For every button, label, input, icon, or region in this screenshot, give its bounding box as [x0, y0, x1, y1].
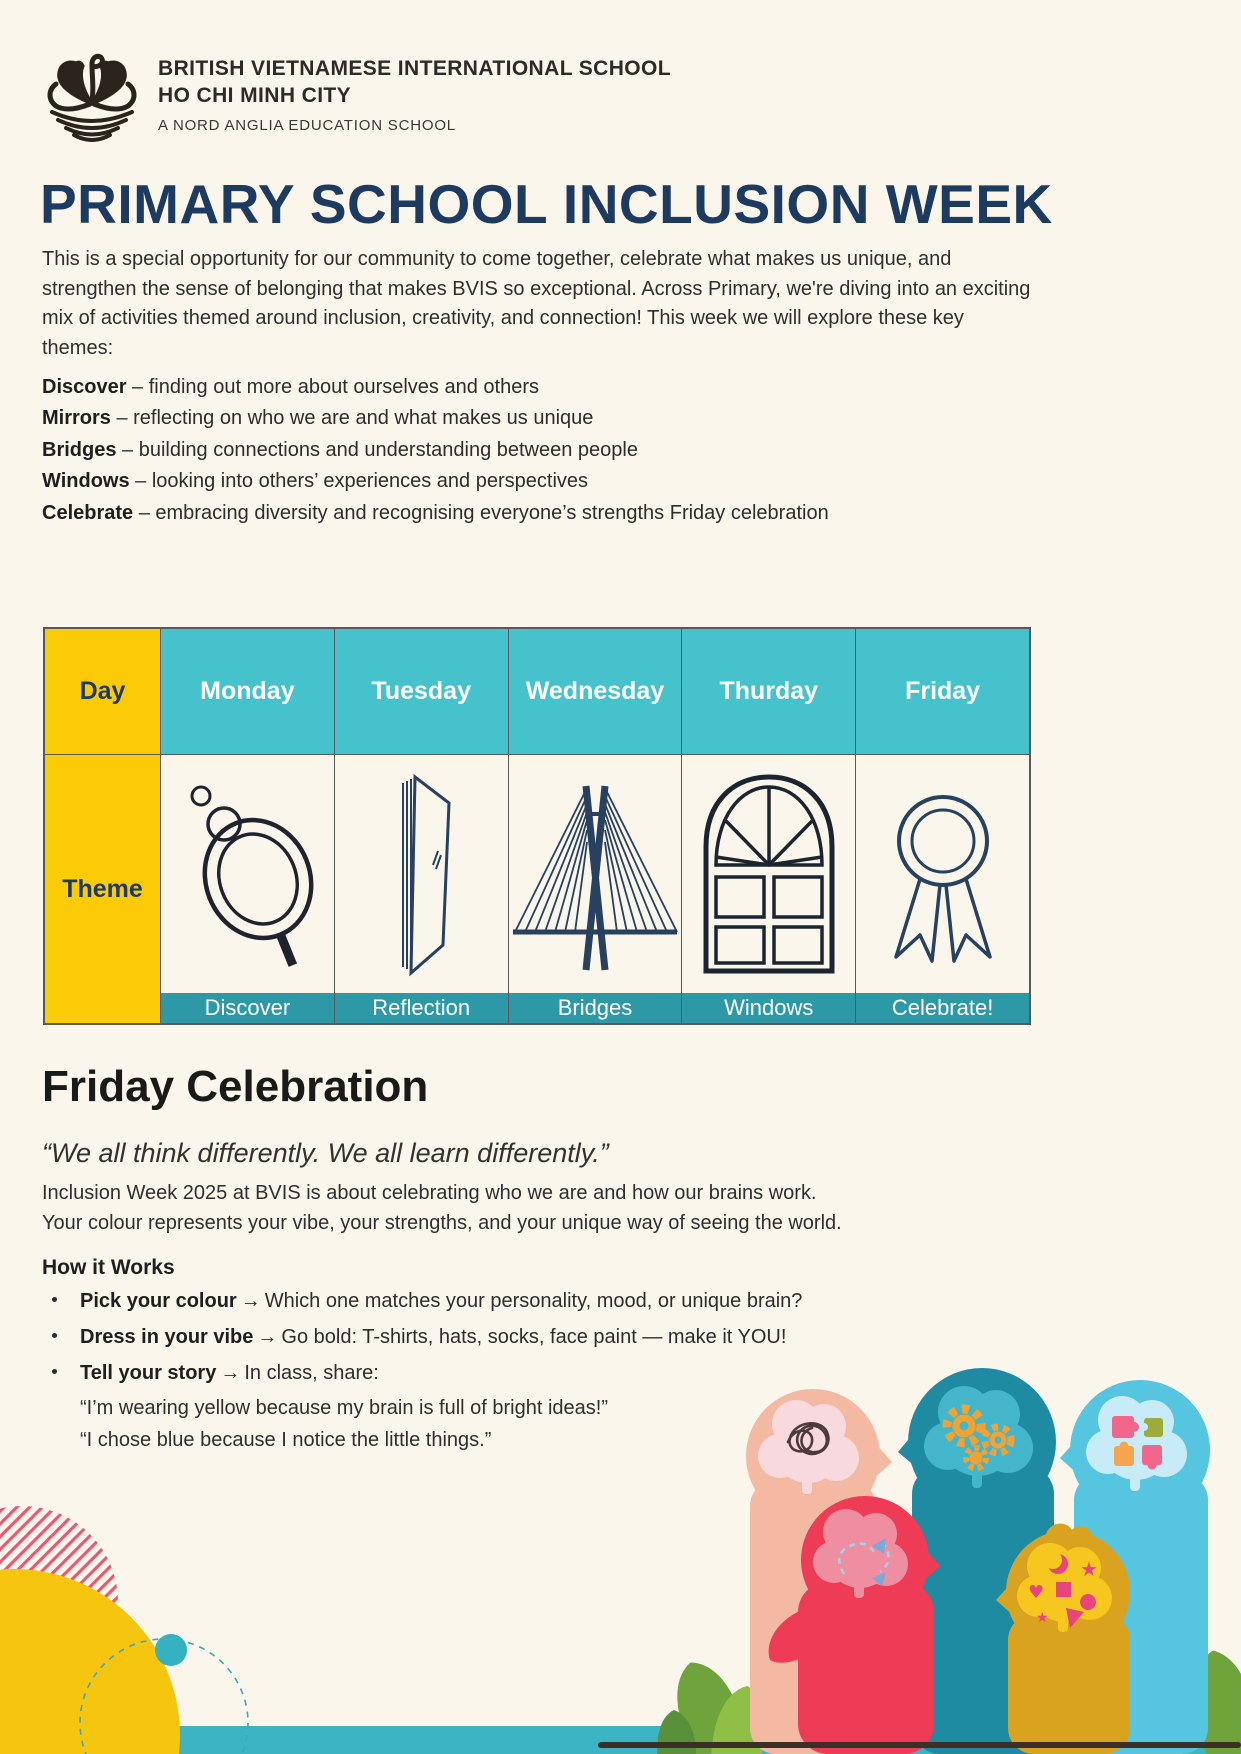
mirror-icon — [335, 755, 508, 993]
theme-name: Bridges — [42, 438, 117, 461]
ground-line — [598, 1742, 1241, 1748]
theme-name: Mirrors — [42, 407, 111, 430]
theme-label-bridges: Bridges — [509, 993, 682, 1023]
bullet-text: Go bold: T-shirts, hats, socks, face paint — make it YOU! — [281, 1326, 787, 1348]
school-header — [42, 50, 671, 142]
school-name-line1: BRITISH VIETNAMESE INTERNATIONAL SCHOOL — [158, 57, 672, 80]
arrow-glyph: → — [257, 1326, 278, 1348]
table-cell-bridges — [509, 755, 682, 1023]
award-rosette-icon — [856, 755, 1029, 993]
table-cell-reflection — [335, 755, 508, 1023]
bullet-text: In class, share: — [244, 1362, 379, 1384]
teal-dot-shape — [155, 1634, 187, 1666]
table-header-tuesday: Tuesday — [335, 629, 508, 754]
school-logo-lotus-icon — [42, 50, 142, 142]
bullet-text: Which one matches your personality, mood, or unique brain? — [264, 1290, 803, 1312]
svg-text:★: ★ — [1036, 1610, 1049, 1626]
theme-line-windows — [42, 468, 1002, 494]
theme-name: Discover — [42, 376, 127, 398]
table-cell-discover — [161, 755, 334, 1023]
yellow-circle-shape — [0, 1569, 180, 1754]
bullet-lead: Tell your story — [80, 1362, 217, 1384]
theme-desc: – building connections and understanding between people — [116, 438, 638, 461]
school-name-block — [158, 50, 671, 134]
key-themes-list — [42, 374, 1002, 531]
intro-paragraph: This is a special opportunity for our community to come together, celebrate what makes us unique, and strengthen the sense of belonging that makes BVIS so exceptional. Across Primary, we're diving into an exciting mix of activities themed around inclusion, creativity, and connection! This week we will explore these key themes: — [42, 248, 1031, 359]
theme-name: Windows — [42, 470, 130, 493]
theme-desc: – finding out more about ourselves and others — [126, 376, 539, 398]
friday-celebration-heading: Friday Celebration — [42, 1062, 429, 1111]
theme-label-celebrate: Celebrate! — [856, 993, 1029, 1023]
arrow-glyph: → — [220, 1362, 241, 1384]
school-name-line2: HO CHI MINH CITY — [158, 83, 352, 107]
week-schedule-table — [43, 627, 1031, 1025]
theme-label-discover: Discover — [161, 993, 334, 1023]
diverse-minds-illustration — [588, 1190, 1241, 1754]
table-cell-windows — [682, 755, 855, 1023]
friday-line2: Your colour represents your vibe, your strengths, and your unique way of seeing the world. — [42, 1212, 842, 1234]
theme-label-reflection: Reflection — [335, 993, 508, 1023]
table-cell-celebrate — [856, 755, 1029, 1023]
bullet-lead: Dress in your vibe — [80, 1326, 254, 1348]
page-title: PRIMARY SCHOOL INCLUSION WEEK — [40, 173, 1053, 235]
theme-line-discover — [42, 374, 1002, 400]
theme-line-bridges — [42, 437, 1002, 463]
table-header-wednesday: Wednesday — [509, 629, 682, 754]
how-it-works-heading: How it Works — [42, 1256, 175, 1279]
theme-desc: – embracing diversity and recognising everyone’s strengths Friday celebration — [133, 501, 829, 524]
theme-line-celebrate — [42, 500, 1002, 526]
table-header-monday: Monday — [161, 629, 334, 754]
table-header-thurday: Thurday — [682, 629, 855, 754]
theme-label-windows: Windows — [682, 993, 855, 1023]
friday-quote: “We all think differently. We all learn differently.” — [42, 1138, 609, 1168]
theme-name: Celebrate — [42, 501, 134, 524]
arrow-glyph: → — [240, 1290, 261, 1312]
school-tagline: A NORD ANGLIA EDUCATION SCHOOL — [158, 116, 456, 134]
svg-text:♥: ♥ — [1028, 1582, 1045, 1603]
table-header-friday: Friday — [856, 629, 1029, 754]
theme-desc: – looking into others’ experiences and perspectives — [129, 470, 589, 493]
table-header-day: Day — [45, 629, 160, 754]
student-quote-yellow: “I’m wearing yellow because my brain is full of bright ideas!” — [80, 1397, 608, 1419]
bullet-lead: Pick your colour — [80, 1290, 237, 1312]
theme-desc: – reflecting on who we are and what makes us unique — [110, 407, 594, 430]
friday-line1: Inclusion Week 2025 at BVIS is about celebrating who we are and how our brains work. — [42, 1182, 817, 1204]
table-header-theme: Theme — [45, 755, 160, 1023]
student-quote-blue: “I chose blue because I notice the little things.” — [80, 1429, 492, 1452]
cable-bridge-icon — [509, 755, 682, 993]
arched-window-icon — [682, 755, 855, 993]
bottom-left-decorations — [0, 1420, 300, 1754]
magnifying-glass-icon — [161, 755, 334, 993]
theme-line-mirrors — [42, 405, 1002, 431]
svg-text:★: ★ — [1080, 1557, 1098, 1581]
